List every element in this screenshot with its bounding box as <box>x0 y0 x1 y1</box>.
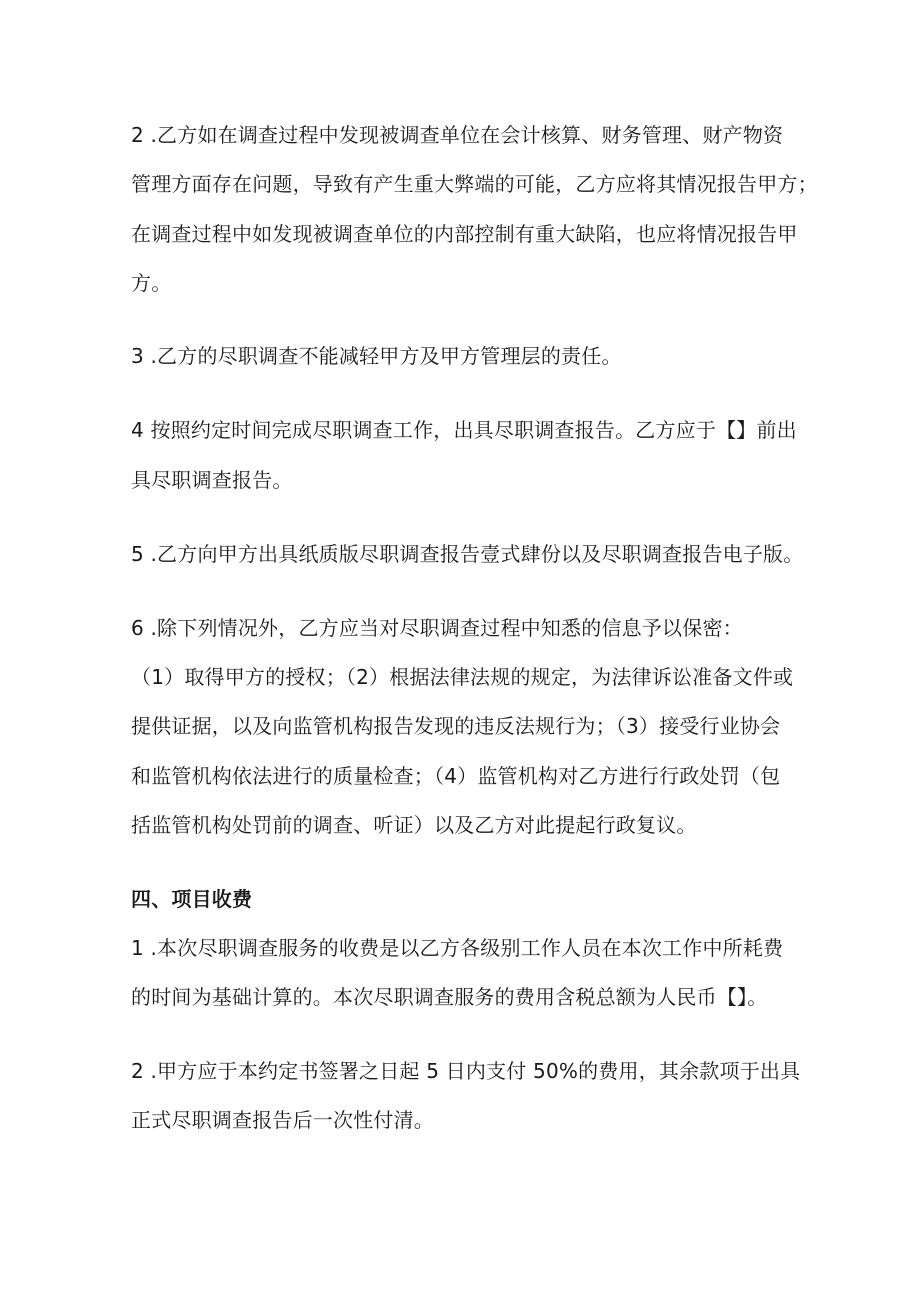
clause-4-line-2: 具尽职调查报告。 <box>131 468 293 492</box>
clause-6-line-1: 6 .除下列情况外，乙方应当对尽职调查过程中知悉的信息予以保密： <box>131 616 743 640</box>
clause-4-line-1: 4 按照约定时间完成尽职调查工作，出具尽职调查报告。乙方应于【】前出 <box>131 418 797 442</box>
clause-2-line-3: 在调查过程中如发现被调查单位的内部控制有重大缺陷，也应将情况报告甲 <box>131 222 798 246</box>
clause-6-line-3: 提供证据，以及向监管机构报告发现的违反法规行为；（3）接受行业协会 <box>131 714 781 738</box>
clause-6-line-5: 括监管机构处罚前的调查、听证）以及乙方对此提起行政复议。 <box>131 813 697 837</box>
fee-clause-2-line-2: 正式尽职调查报告后一次性付清。 <box>131 1108 434 1132</box>
clause-5-line-1: 5 .乙方向甲方出具纸质版尽职调查报告壹式肆份以及尽职调查报告电子版。 <box>131 542 804 566</box>
clause-2-line-1: 2 .乙方如在调查过程中发现被调查单位在会计核算、财务管理、财产物资 <box>131 123 784 147</box>
fee-clause-1-line-1: 1 .本次尽职调查服务的收费是以乙方各级别工作人员在本次工作中所耗费 <box>131 936 784 960</box>
section-heading-fees: 四、项目收费 <box>131 887 253 911</box>
clause-2-line-2: 管理方面存在问题，导致有产生重大弊端的可能，乙方应将其情况报告甲方； <box>131 172 818 196</box>
clause-2-line-4: 方。 <box>131 271 172 295</box>
clause-3-line-1: 3 .乙方的尽职调查不能减轻甲方及甲方管理层的责任。 <box>131 344 622 368</box>
fee-clause-1-line-2: 的时间为基础计算的。本次尽职调查服务的费用含税总额为人民币【】。 <box>131 985 768 1009</box>
fee-clause-2-line-1: 2 .甲方应于本约定书签署之日起 5 日内支付 50%的费用，其余款项于出具 <box>131 1059 801 1083</box>
clause-6-line-2: （1）取得甲方的授权；（2）根据法律法规的规定，为法律诉讼准备文件或 <box>131 665 794 689</box>
clause-6-line-4: 和监管机构依法进行的质量检查；（4）监管机构对乙方进行行政处罚（包 <box>131 764 781 788</box>
